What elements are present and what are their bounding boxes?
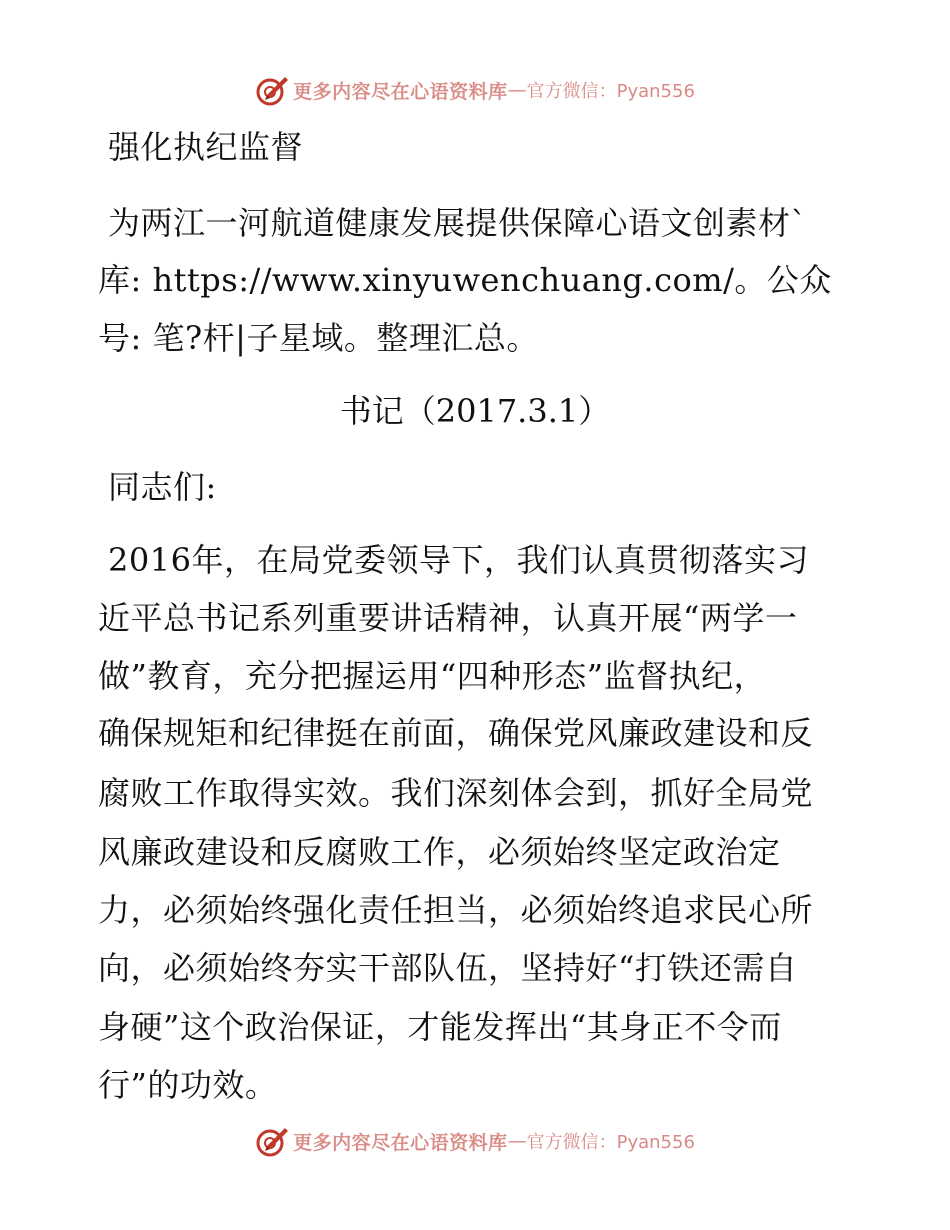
body-line: 风廉政建设和反腐败工作，必须始终坚定政治定 — [98, 833, 781, 871]
pen-logo-icon — [255, 73, 289, 107]
body-line: 向，必须始终夯实干部队伍，坚持好“打铁还需自 — [98, 949, 798, 987]
body-line: 做”教育，充分把握运用“四种形态”监督执纪， — [98, 657, 767, 695]
subtitle-line-2: 库: https://www.xinyuwenchuang.com/。公众 — [98, 261, 832, 299]
body-line: 身硬”这个政治保证，才能发挥出“其身正不令而 — [98, 1008, 782, 1046]
banner-separator: — — [507, 79, 527, 101]
document-title: 强化执纪监督 — [108, 128, 304, 166]
body-line: 近平总书记系列重要讲话精神，认真开展“两学一 — [98, 599, 798, 637]
body-line: 行”的功效。 — [98, 1066, 278, 1104]
pen-logo-icon — [255, 1124, 289, 1158]
body-line: 确保规矩和纪律挺在前面，确保党风廉政建设和反 — [98, 714, 814, 752]
byline: 书记（2017.3.1） — [339, 392, 611, 430]
subtitle-line-1: 为两江一河航道健康发展提供保障心语文创素材` — [108, 204, 808, 242]
banner-separator: — — [507, 1130, 527, 1152]
banner-main-text: 更多内容尽在心语资料库 — [293, 80, 508, 103]
subtitle-line-3: 号: 笔?杆|子星域。整理汇总。 — [98, 319, 539, 357]
banner-wechat-text: 官方微信：Pyan556 — [526, 1132, 695, 1153]
banner-main-text: 更多内容尽在心语资料库 — [293, 1131, 508, 1154]
salutation: 同志们: — [108, 468, 217, 506]
body-line: 力，必须始终强化责任担当，必须始终追求民心所 — [98, 891, 814, 929]
body-line: 2016年，在局党委领导下，我们认真贯彻落实习 — [108, 541, 809, 579]
header-banner — [0, 70, 950, 110]
body-line: 腐败工作取得实效。我们深刻体会到，抓好全局党 — [98, 774, 814, 812]
banner-wechat-text: 官方微信：Pyan556 — [526, 81, 695, 102]
footer-banner — [0, 1121, 950, 1161]
